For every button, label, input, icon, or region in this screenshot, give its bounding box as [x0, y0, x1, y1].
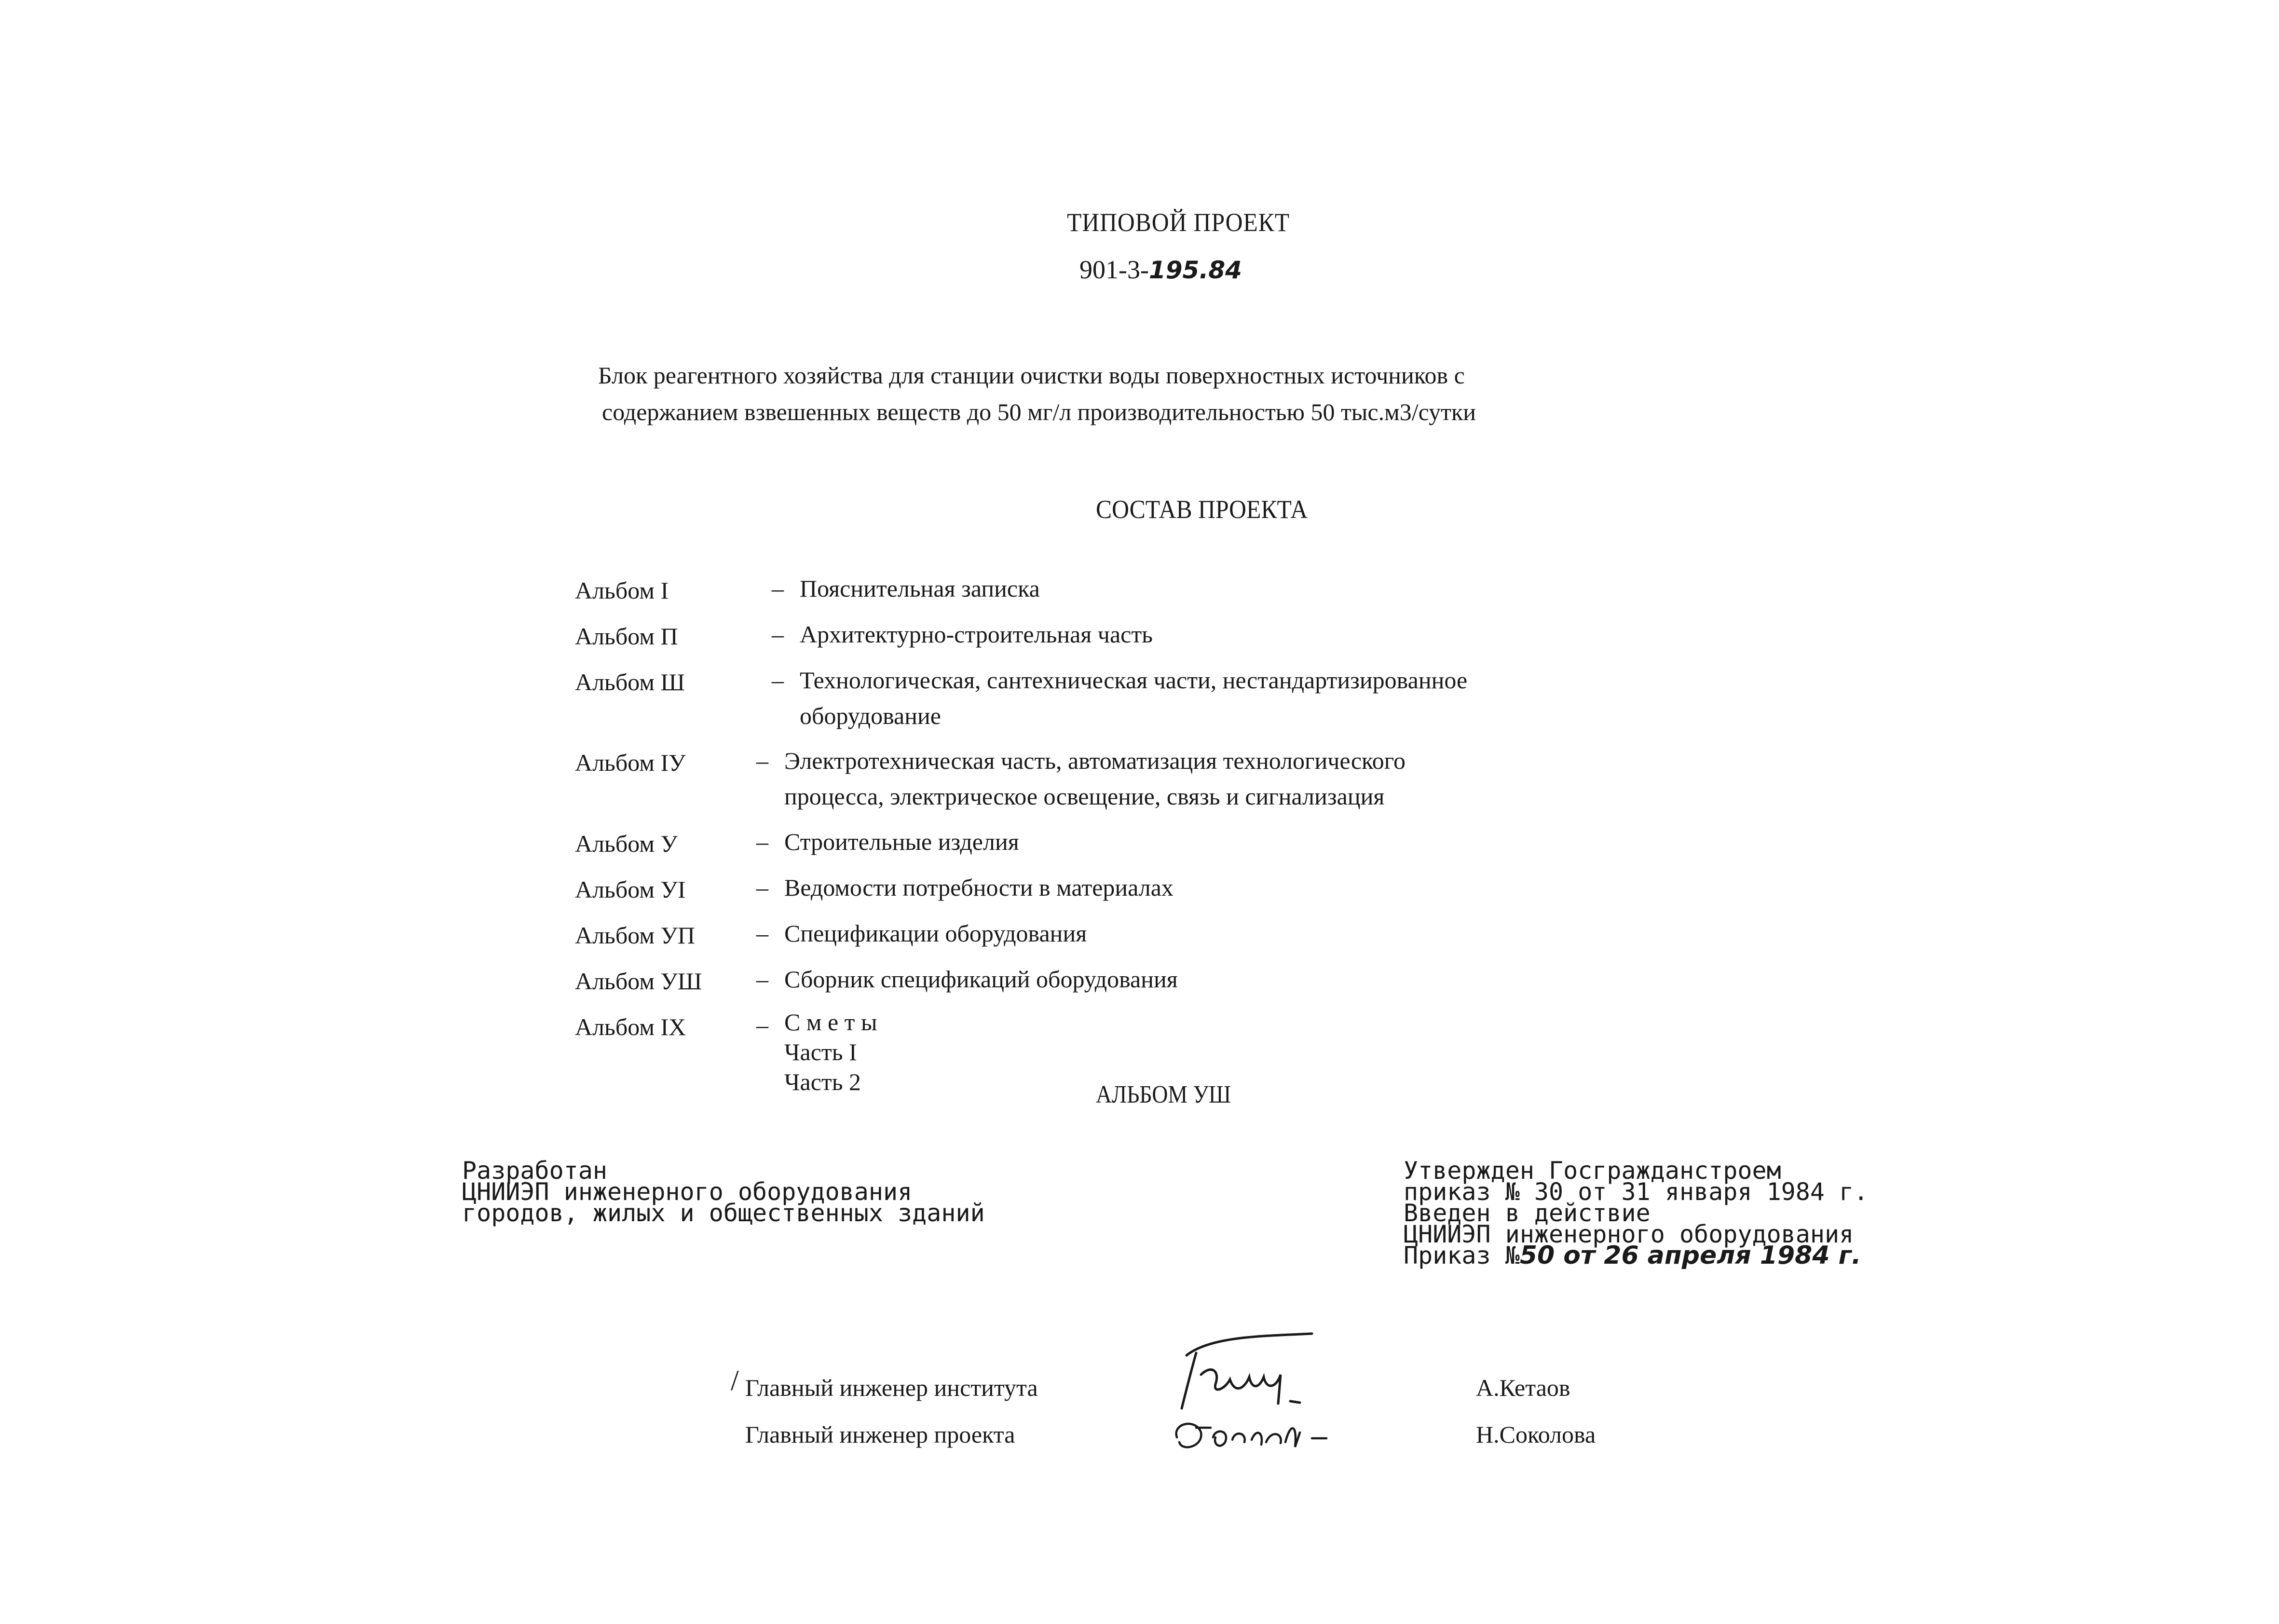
album-description-line: Пояснительная записка — [800, 575, 1040, 602]
approval-line-3: Введен в действие — [1404, 1199, 1651, 1227]
album-description-line: Сборник спецификаций оборудования — [784, 966, 1178, 993]
album-description-line: процесса, электрическое освещение, связь и сигнализация — [784, 783, 1385, 810]
developer-line-1: Разработан — [462, 1157, 608, 1185]
signature-name-1: А.Кетаов — [1476, 1374, 1570, 1401]
album-dash: – — [756, 920, 768, 947]
handwritten-signature-1 — [1167, 1317, 1331, 1423]
album-description — [800, 616, 1153, 652]
album-label: Альбом IX — [575, 1013, 686, 1040]
album-dash: – — [772, 621, 784, 648]
current-album-label: АЛЬБОМ УШ — [1096, 1081, 1231, 1108]
signature-role-2: Главный инженер проекта — [745, 1421, 1015, 1448]
signature-mark: / — [731, 1365, 739, 1396]
album-description — [784, 743, 1406, 814]
album-description-line: Строительные изделия — [784, 828, 1019, 855]
album-dash: – — [772, 575, 784, 602]
album-description-line: Спецификации оборудования — [784, 920, 1087, 947]
signature-name-2: Н.Соколова — [1476, 1421, 1596, 1448]
album-label: Альбом УП — [575, 922, 695, 949]
approval-block — [1404, 1157, 1869, 1270]
album-description-line: Ведомости потребности в материалах — [784, 874, 1174, 901]
album-dash: – — [772, 667, 784, 694]
album-description-line: Технологическая, сантехническая части, нестандартизированное — [800, 667, 1468, 694]
album-description — [784, 824, 1019, 860]
description-line-1: Блок реагентного хозяйства для станции очистки воды поверхностных источников с — [598, 362, 1465, 389]
album-description — [784, 915, 1087, 951]
handwritten-signature-2 — [1167, 1408, 1360, 1461]
album-description-line: Электротехническая часть, автоматизация технологического — [784, 747, 1406, 774]
approval-order-handwritten: 50 от 26 апреля 1984 г. — [1519, 1241, 1861, 1270]
developer-block — [462, 1157, 985, 1227]
album-label: Альбом УI — [575, 876, 686, 903]
album-dash: – — [756, 747, 768, 774]
album-description — [784, 1007, 877, 1097]
approval-line-2: приказ № 30 от 31 января 1984 г. — [1404, 1178, 1869, 1206]
album-description — [784, 961, 1178, 997]
approval-line-4: ЦНИИЭП инженерного оборудования — [1404, 1220, 1854, 1248]
album-dash: – — [756, 966, 768, 993]
project-code — [1079, 255, 1242, 285]
developer-line-3: городов, жилых и общественных зданий — [462, 1199, 985, 1227]
project-code-handwritten: 195.84 — [1148, 256, 1242, 284]
approval-line-1: Утвержден Госгражданстроем — [1404, 1157, 1781, 1185]
album-label: Альбом Ш — [575, 669, 685, 696]
album-label: Альбом УШ — [575, 968, 702, 995]
album-description — [800, 571, 1040, 606]
album-description-line: Часть 2 — [784, 1068, 861, 1095]
album-description-line: Архитектурно-строительная часть — [800, 621, 1153, 648]
album-label: Альбом IУ — [575, 749, 686, 776]
signature-role-1: Главный инженер института — [745, 1374, 1038, 1401]
description-line-2: содержанием взвешенных веществ до 50 мг/л производительностью 50 тыс.м3/сутки — [602, 398, 1476, 425]
document-title: ТИПОВОЙ ПРОЕКТ — [1067, 208, 1290, 237]
developer-line-2: ЦНИИЭП инженерного оборудования — [462, 1178, 913, 1206]
album-label: Альбом I — [575, 577, 669, 604]
album-dash: – — [756, 874, 768, 901]
album-label: Альбом У — [575, 830, 678, 857]
album-description — [800, 662, 1467, 734]
project-code-printed: 901-3- — [1079, 255, 1149, 284]
album-dash: – — [756, 828, 768, 855]
album-description-line: С м е т ы — [784, 1009, 877, 1036]
album-description-line: оборудование — [800, 702, 941, 729]
approval-order-printed: Приказ № — [1404, 1242, 1520, 1269]
composition-title: СОСТАВ ПРОЕКТА — [1096, 495, 1308, 524]
approval-line-5 — [1404, 1241, 1868, 1270]
album-label: Альбом П — [575, 623, 678, 650]
album-description — [784, 870, 1174, 905]
project-description — [598, 357, 1476, 430]
album-description-line: Часть I — [784, 1038, 857, 1065]
album-dash: – — [756, 1011, 768, 1038]
